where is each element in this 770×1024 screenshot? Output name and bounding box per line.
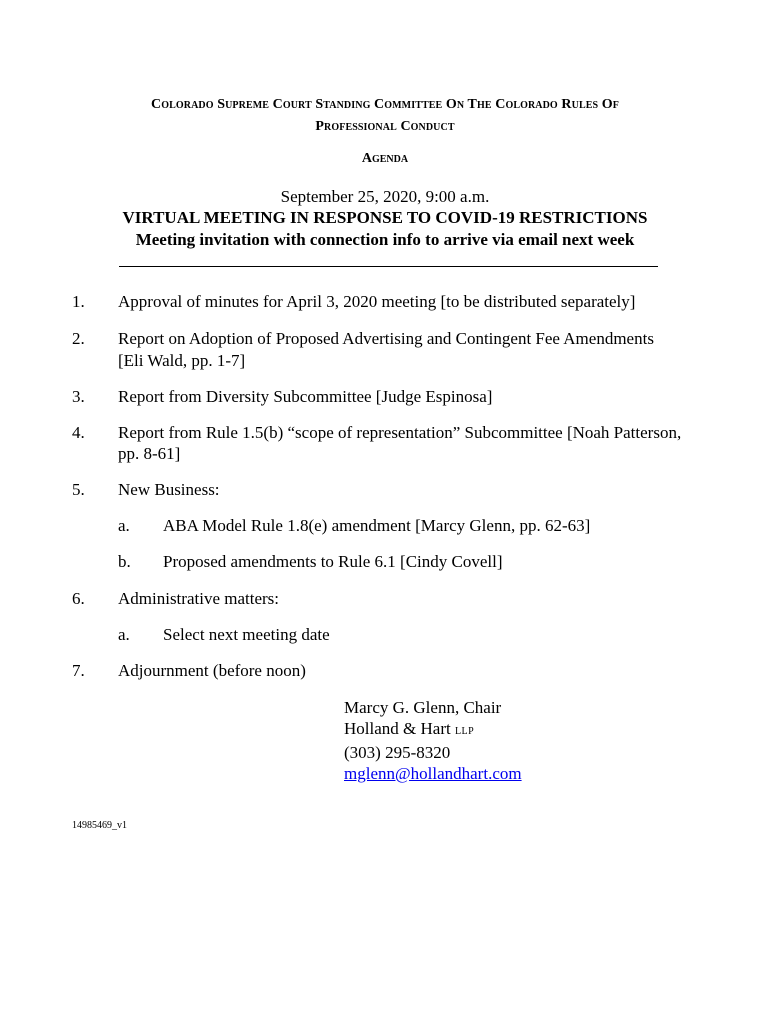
subitem-letter: a. — [118, 625, 130, 644]
subitem-text: Proposed amendments to Rule 6.1 [Cindy Covell] — [163, 552, 503, 571]
item-text: Report on Adoption of Proposed Advertising and Contingent Fee Amendments — [118, 329, 654, 348]
title-line-2: Professional Conduct — [315, 119, 455, 134]
agenda-heading: Agenda — [361, 151, 409, 166]
signature-email-link[interactable]: mglenn@hollandhart.com — [344, 764, 522, 783]
item-text: Report from Diversity Subcommittee [Judge Espinosa] — [118, 387, 493, 406]
title-line-1: Colorado Supreme Court Standing Committee On The Colorado Rules Of — [151, 97, 619, 112]
signature-firm: Holland & Hart — [344, 719, 451, 738]
item-number: 7. — [72, 661, 85, 680]
subitem-text: Select next meeting date — [163, 625, 330, 644]
item-text: Adjournment (before noon) — [118, 661, 306, 680]
item-number: 1. — [72, 292, 85, 311]
signature-firm-suffix: LLP — [454, 726, 475, 737]
document-id: 14985469_v1 — [72, 820, 127, 831]
divider-line — [119, 266, 658, 267]
invitation-notice: Meeting invitation with connection info to arrive via email next week — [135, 230, 635, 249]
item-number: 2. — [72, 329, 85, 348]
signature-name: Marcy G. Glenn, Chair — [344, 698, 502, 717]
item-number: 6. — [72, 589, 85, 608]
item-text-continued: [Eli Wald, pp. 1-7] — [118, 351, 246, 370]
item-text-continued: pp. 8-61] — [118, 444, 181, 463]
subitem-text: ABA Model Rule 1.8(e) amendment [Marcy Glenn, pp. 62-63] — [163, 516, 591, 535]
item-number: 3. — [72, 387, 85, 406]
subitem-letter: b. — [118, 552, 131, 571]
item-text: New Business: — [118, 480, 220, 499]
signature-block — [344, 697, 522, 784]
item-text: Report from Rule 1.5(b) “scope of representation” Subcommittee [Noah Patterson, — [118, 423, 682, 442]
signature-phone: (303) 295-8320 — [344, 743, 451, 762]
subitem-letter: a. — [118, 516, 130, 535]
item-number: 5. — [72, 480, 85, 499]
item-number: 4. — [72, 423, 85, 442]
meeting-date: September 25, 2020, 9:00 a.m. — [280, 187, 490, 206]
item-text: Approval of minutes for April 3, 2020 meeting [to be distributed separately] — [118, 292, 636, 311]
item-text: Administrative matters: — [118, 589, 279, 608]
virtual-meeting-notice: VIRTUAL MEETING IN RESPONSE TO COVID-19 RESTRICTIONS — [122, 208, 648, 227]
signature-firm-line — [344, 718, 522, 742]
document-title — [40, 94, 730, 138]
